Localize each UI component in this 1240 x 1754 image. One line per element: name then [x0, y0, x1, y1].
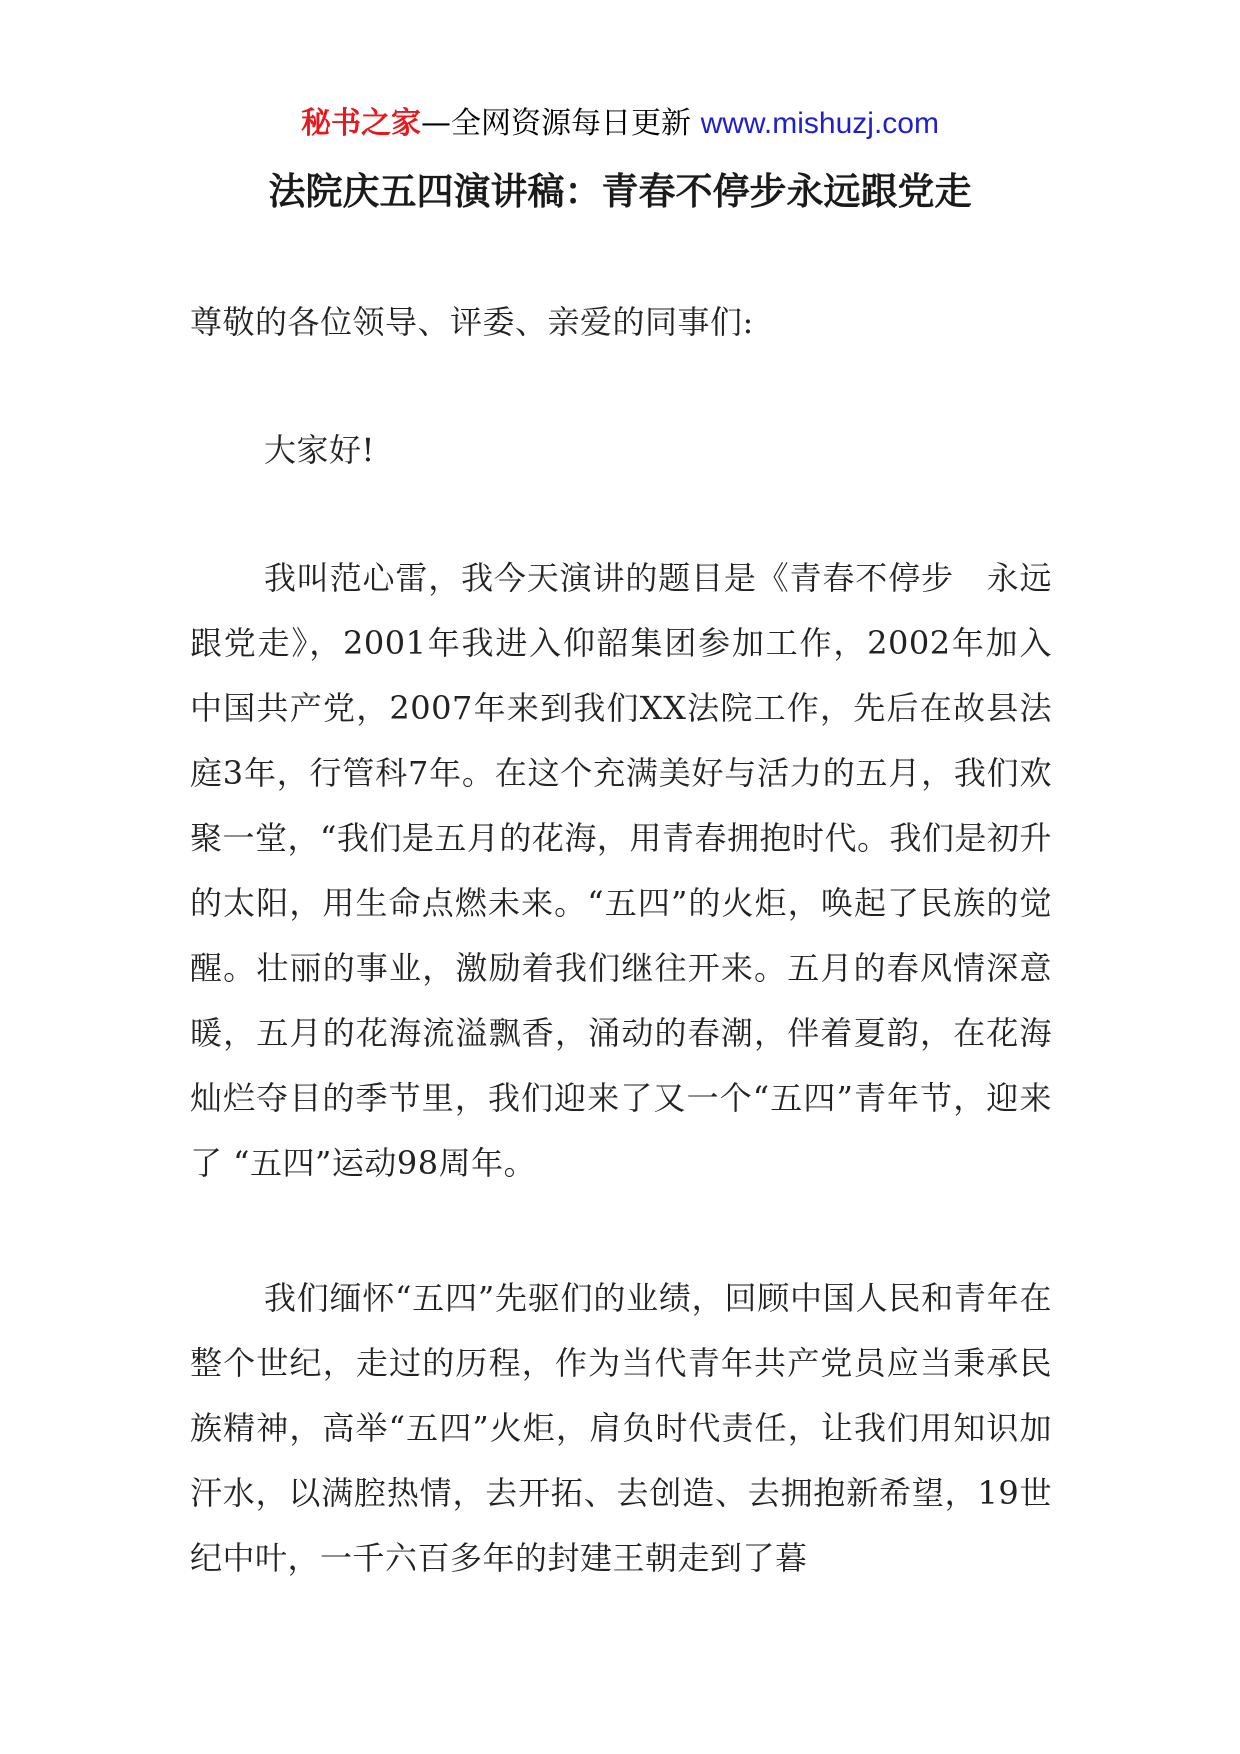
site-brand: 秘书之家	[301, 106, 422, 141]
body-paragraph: 我叫范心雷，我今天演讲的题目是《青春不停步 永远跟党走》，2001年我进入仰韶集团参加工作，2002年加入中国共产党，2007年来到我们XX法院工作，先后在故县法庭3年，行管科7年。在这个充满美好与活力的五月，我们欢聚一堂，“我们是五月的花海，用青春拥抱时代。我们是初升的太阳，用生命点燃未来。“五四”的火炬，唤起了民族的觉醒。壮丽的事业，激励着我们继往开来。五月的春风情深意暖，五月的花海流溢飘香，涌动的春潮，伴着夏韵，在花海灿烂夺目的季节里，我们迎来了又一个“五四”青年节，迎来了 “五四”运动98周年。	[190, 559, 1052, 1182]
site-url-link[interactable]: www.mishuzj.com	[700, 107, 939, 140]
site-header	[0, 102, 1240, 146]
greeting: 大家好!	[264, 431, 375, 469]
site-tagline: —全网资源每日更新	[421, 106, 701, 141]
document-title: 法院庆五四演讲稿：青春不停步永远跟党走	[268, 169, 972, 213]
salutation: 尊敬的各位领导、评委、亲爱的同事们:	[190, 303, 754, 341]
body-paragraph: 我们缅怀“五四”先驱们的业绩，回顾中国人民和青年在整个世纪，走过的历程，作为当代青年共产党员应当秉承民族精神，高举“五四”火炬，肩负时代责任，让我们用知识加汗水，以满腔热情，去开拓、去创造、去拥抱新希望，19世纪中叶，一千六百多年的封建王朝走到了暮	[190, 1279, 1052, 1577]
